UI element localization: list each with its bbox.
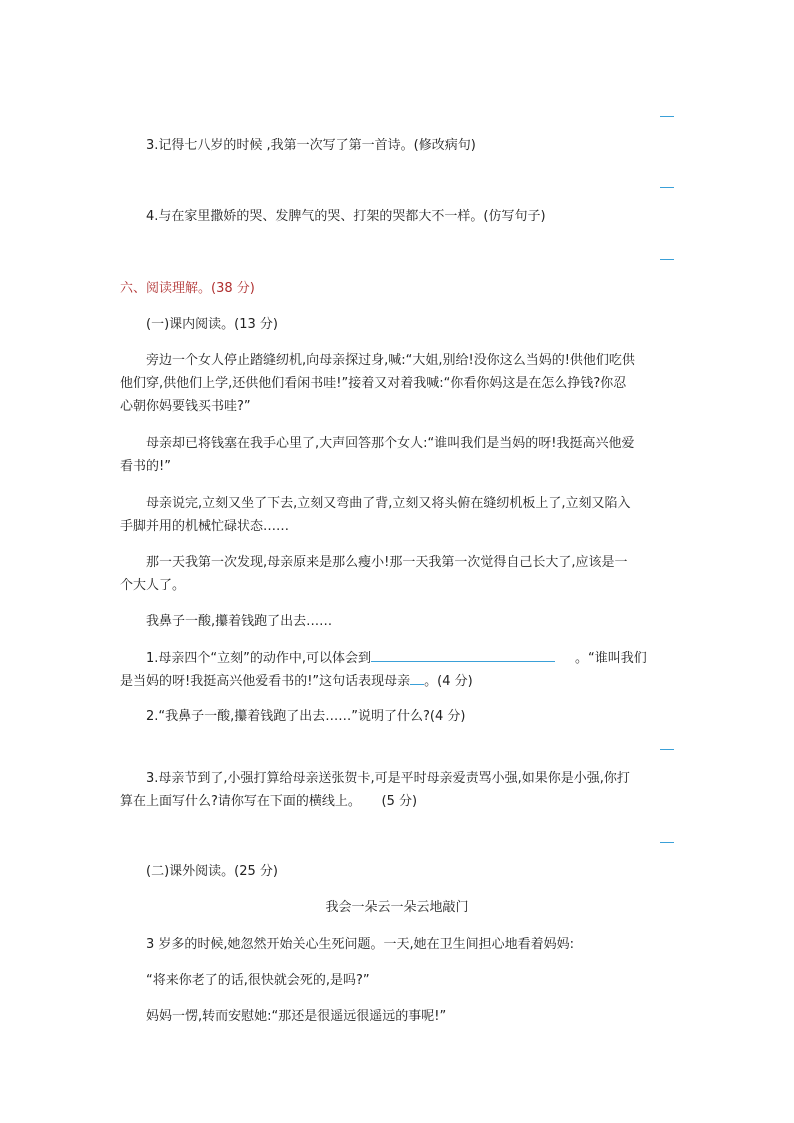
section-6-heading: 六、阅读理解。(38 分) (120, 281, 255, 296)
answer-line-end (660, 187, 674, 188)
passage-line: 旁边一个女人停止踏缝纫机,向母亲探过身,喊:“大姐,别给!没你这么当妈的!供他们吃供 (146, 353, 635, 368)
passage-line: 母亲却已将钱塞在我手心里了,大声回答那个女人:“谁叫我们是当妈的呀!我挺高兴他爱 (146, 436, 635, 451)
question-4-imitate-sentence: 4.与在家里撒娇的哭、发脾气的哭、打架的哭都大不一样。(仿写句子) (146, 209, 546, 224)
question-3-cont: 算在上面写什么?请你写在下面的横线上。 (5 分) (120, 794, 418, 809)
question-3: 3.母亲节到了,小强打算给母亲送张贺卡,可是平时母亲爱责骂小强,如果你是小强,你打 (146, 771, 630, 786)
question-3-revise-sentence: 3.记得七八岁的时候 ,我第一次写了第一首诗。(修改病句) (146, 138, 476, 153)
passage-line: 个大人了。 (120, 578, 186, 593)
passage-line: 母亲说完,立刻又坐了下去,立刻又弯曲了背,立刻又将头俯在缝纫机板上了,立刻又陷入 (146, 496, 631, 511)
passage-line: 3 岁多的时候,她忽然开始关心生死问题。一天,她在卫生间担心地看着妈妈: (146, 937, 575, 952)
part-2-heading: (二)课外阅读。(25 分) (146, 864, 278, 879)
passage-line: 他们穿,供他们上学,还供他们看闲书哇!”接着又对着我喊:“你看你妈这是在怎么挣钱?你忍 (120, 376, 627, 391)
question-1-line-2 (120, 670, 473, 693)
question-1-text-cont: 。(4 分) (424, 674, 473, 689)
passage-line: 妈妈一愣,转而安慰她:“那还是很遥远很遥远的事呢!” (146, 1009, 447, 1024)
question-1-text: 是当妈的呀!我挺高兴他爱看书的!”这句话表现母亲 (120, 674, 411, 689)
answer-line-end (660, 749, 674, 750)
question-1-text-cont: 。“谁叫我们 (575, 651, 647, 666)
passage-line: 看书的!” (120, 459, 171, 474)
question-1-line (146, 647, 647, 670)
passage-line: 我鼻子一酸,攥着钱跑了出去…… (146, 614, 333, 629)
question-1-text: 1.母亲四个“立刻”的动作中,可以体会到 (146, 651, 372, 666)
part-1-heading: (一)课内阅读。(13 分) (146, 317, 278, 332)
answer-line-end (660, 842, 674, 843)
passage-line: 心朝你妈要钱买书哇?” (120, 399, 251, 414)
answer-blank[interactable] (410, 670, 424, 685)
answer-blank[interactable] (371, 647, 555, 662)
answer-line-end (660, 116, 674, 117)
answer-line-end (660, 259, 674, 260)
passage-line: 那一天我第一次发现,母亲原来是那么瘦小!那一天我第一次觉得自己长大了,应该是一 (146, 555, 628, 570)
passage-line: 手脚并用的机械忙碌状态…… (120, 519, 290, 534)
passage-line: “将来你老了的话,很快就会死的,是吗?” (146, 973, 370, 988)
question-2: 2.“我鼻子一酸,攥着钱跑了出去……”说明了什么?(4 分) (146, 709, 466, 724)
passage-title: 我会一朵云一朵云地敲门 (325, 900, 469, 915)
